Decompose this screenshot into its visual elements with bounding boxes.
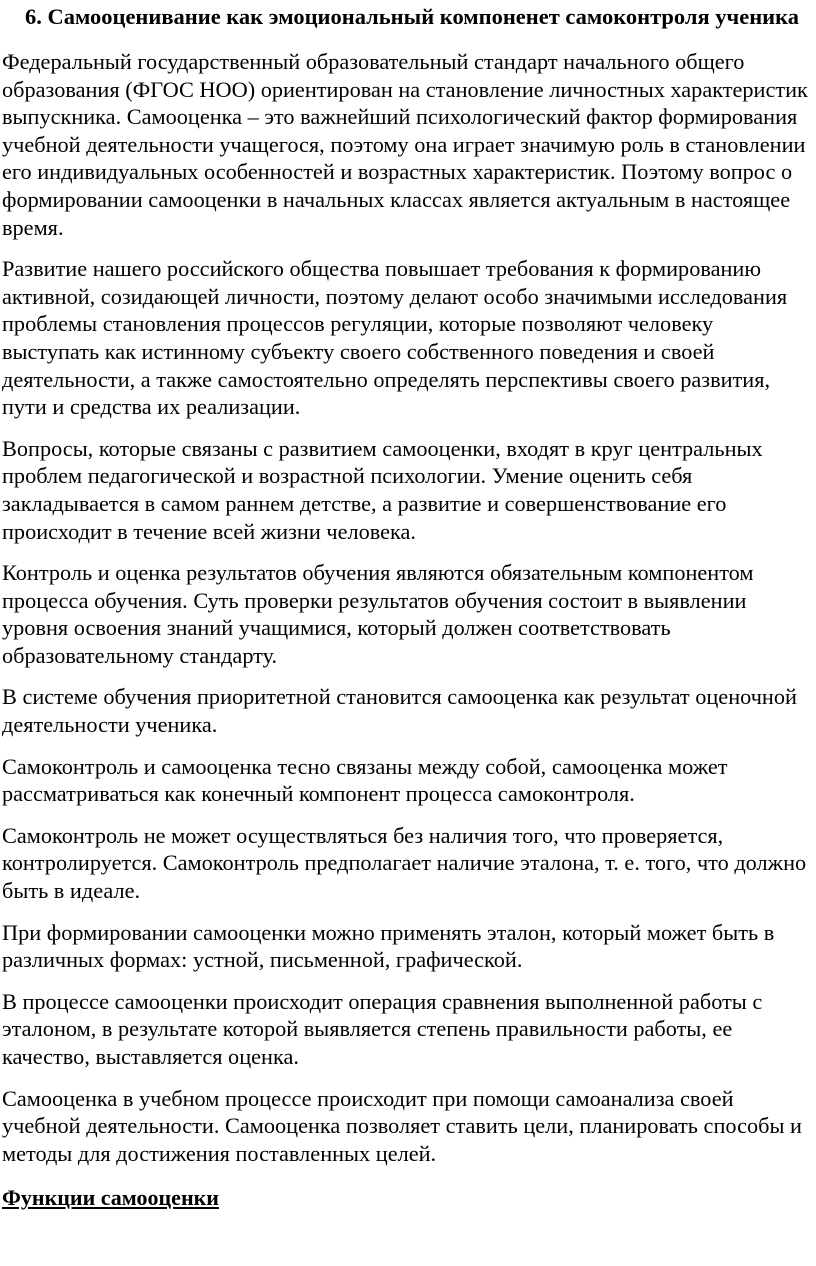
paragraph: Самоконтроль и самооценка тесно связаны между собой, самооценка может рассматриваться как конечный компонент процесса самоконтроля. [2, 753, 728, 807]
section-heading: Функции самооценки [2, 1185, 219, 1211]
paragraph: Самоконтроль не может осуществляться без наличия того, что проверяется, контролируется. Самоконтроль предполагает наличие эталона, т. е. того, что должно быть в идеале. [2, 822, 807, 904]
paragraph: При формировании самооценки можно применять эталон, который может быть в различных формах: устной, письменной, графической. [2, 919, 775, 973]
paragraph: Развитие нашего российского общества повышает требования к формированию активной, созидающей личности, поэтому делают особо значимыми исследования проблемы становления процессов регуляции, которые позволяют человеку выступать как истинному субъекту своего собственного поведения и своей деятельности, а также самостоятельно определять перспективы своего развития, пути и средства их реализации. [2, 256, 788, 420]
paragraph: Самооценка в учебном процессе происходит при помощи самоанализа своей учебной деятельности. Самооценка позволяет ставить цели, планировать способы и методы для достижения поставленных целей. [2, 1085, 802, 1166]
paragraph: Вопросы, которые связаны с развитием самооценки, входят в круг центральных проблем педагогической и возрастной психологии. Умение оценить себя закладывается в самом раннем детстве, а развитие и совершенствование его происходит в течение всей жизни человека. [2, 435, 763, 544]
paragraph: В системе обучения приоритетной становится самооценка как результат оценочной деятельности ученика. [2, 684, 797, 738]
paragraph: Контроль и оценка результатов обучения являются обязательным компонентом процесса обучения. Суть проверки результатов обучения состоит в выявлении уровня освоения знаний учащимися, который должен соответствовать образовательному стандарту. [2, 560, 754, 668]
paragraph: Федеральный государственный образовательный стандарт начального общего образования (ФГОС НОО) ориентирован на становление личностных характеристик выпускника. Самооценка – это важнейший психологический фактор формирования учебной деятельности учащегося, поэтому она играет значимую роль в становлении его индивидуальных особенностей и возрастных характеристик. Поэтому вопрос о формировании самооценки в начальных классах является актуальным в настоящее время. [2, 49, 808, 240]
paragraph: В процессе самооценки происходит операция сравнения выполненной работы с эталоном, в результате которой выявляется степень правильности работы, ее качество, выставляется оценка. [2, 988, 763, 1069]
document-title: 6. Самооценивание как эмоциональный компоненет самоконтроля ученика [24, 4, 800, 29]
